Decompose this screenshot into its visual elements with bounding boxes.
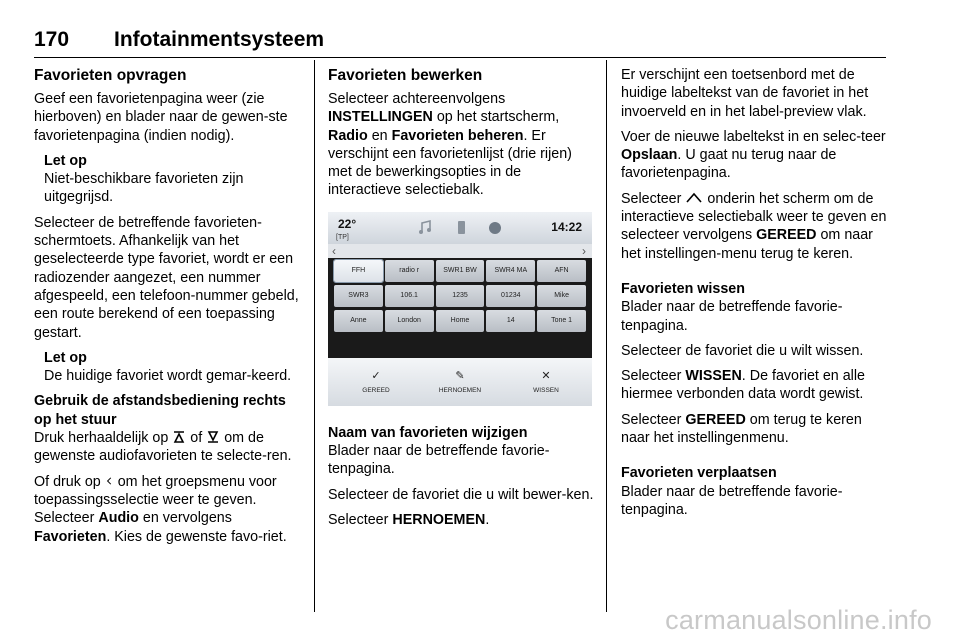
text-bold: INSTELLINGEN [328, 109, 433, 126]
rename-label: HERNOEMEN [438, 386, 482, 394]
paragraph [34, 473, 300, 546]
nav-right-icon[interactable]: › [582, 243, 586, 258]
rename-button[interactable] [430, 370, 490, 400]
note-text: De huidige favoriet wordt gemar-keerd. [44, 368, 292, 385]
header-rule [34, 57, 886, 58]
text-bold: Radio [328, 127, 368, 144]
text: en [371, 127, 388, 144]
text: . Kies de gewenste favo-riet. [106, 528, 287, 545]
done-label: GEREED [362, 386, 390, 394]
chevron-left-icon [105, 474, 114, 488]
status-bar [328, 212, 592, 244]
pencil-icon: ✎ [455, 369, 465, 382]
favorite-button[interactable]: 106.1 [385, 285, 434, 307]
text-bold: WISSEN [685, 368, 742, 385]
note-label: Let op [44, 349, 87, 366]
paragraph: Geef een favorietenpagina weer (zie hierboven) en blader naar de gewen-ste favorietenpagina (indien nodig). [34, 91, 288, 144]
paragraph [621, 411, 887, 448]
favorite-button[interactable]: Tone 1 [537, 310, 586, 332]
note [44, 152, 300, 207]
phone-icon [450, 219, 472, 237]
temperature: 22° [338, 216, 357, 231]
favorite-button[interactable]: Mike [537, 285, 586, 307]
text: . U gaat nu terug naar de favorietenpagina. [621, 147, 837, 182]
paragraph: Blader naar de betreffende favorie-tenpagina. [328, 443, 550, 478]
selection-bar [328, 358, 592, 406]
done-button[interactable] [346, 370, 406, 400]
heading-favorieten-wissen: Favorieten wissen [621, 280, 745, 297]
clock: 14:22 [551, 219, 582, 234]
delete-label: WISSEN [533, 386, 559, 394]
close-icon: ✕ [541, 369, 551, 382]
paragraph: Selecteer de favoriet die u wilt bewer-ken. [328, 486, 594, 503]
text-bold: Favorieten beheren [391, 127, 524, 144]
text: of [190, 430, 203, 447]
favorites-row [334, 260, 586, 282]
column-2 [328, 66, 594, 536]
paragraph [328, 90, 594, 200]
favorite-button[interactable]: 01234 [486, 285, 535, 307]
column-3 [621, 66, 887, 526]
heading-favorieten-verplaatsen: Favorieten verplaatsen [621, 465, 777, 482]
paragraph: Selecteer de betreffende favorieten-schermtoets. Afhankelijk van het geselecteerde type favoriet, wordt er een radiozender aangezet, een nummer afgespeeld, een telefoon-nummer gebeld, een route berekend of een toepassing gestart. [34, 214, 299, 341]
paragraph [621, 190, 887, 263]
favorites-row [334, 310, 586, 332]
watermark: carmanualsonline.info [665, 605, 932, 635]
favorites-grid [334, 260, 586, 335]
page-title: Infotainmentsysteem [114, 28, 325, 51]
text: Selecteer [621, 411, 682, 428]
text: en vervolgens [142, 510, 232, 527]
favorite-button[interactable]: radio r [385, 260, 434, 282]
favorite-button[interactable]: London [385, 310, 434, 332]
music-icon [414, 219, 436, 237]
note-label: Let op [44, 152, 87, 169]
paragraph: Blader naar de betreffende favorie-tenpagina. [621, 299, 843, 334]
heading-favorieten-opvragen: Favorieten opvragen [34, 67, 187, 84]
text: Of druk op [34, 473, 101, 490]
favorite-button[interactable]: 1235 [436, 285, 485, 307]
text: . Er verschijnt een favorietenlijst (drie rijen) met de bewerkingsopties in de interactieve selectiebalk. [328, 127, 572, 199]
heading-remote: Gebruik de afstandsbediening rechts op het stuur [34, 393, 286, 428]
favorite-button[interactable]: 14 [486, 310, 535, 332]
text: Selecteer [328, 511, 389, 528]
paragraph: Er verschijnt een toetsenbord met de huidige labeltekst van de favoriet in het invoerveld en in het label-preview vlak. [621, 67, 869, 120]
text-bold: HERNOEMEN [392, 511, 486, 528]
text-bold: GEREED [685, 411, 746, 428]
text: om terug te keren naar het instellingenmenu. [621, 411, 862, 447]
up-favorite-icon [172, 430, 186, 444]
text: Druk herhaaldelijk op [34, 430, 169, 447]
paragraph [621, 128, 887, 183]
page-number: 170 [34, 28, 70, 51]
delete-button[interactable] [516, 370, 576, 400]
favorite-button[interactable]: FFH [334, 260, 383, 282]
text-bold: Favorieten [34, 528, 107, 545]
text: Selecteer [621, 190, 682, 207]
paragraph [328, 511, 594, 529]
text: op het startscherm, [436, 109, 560, 126]
tp-indicator: [TP] [336, 233, 349, 241]
text: . De favoriet en alle hiermee verbonden data wordt gewist. [621, 368, 865, 403]
favorite-button[interactable]: SWR1 BW [436, 260, 485, 282]
text-bold: Opslaan [621, 147, 678, 164]
text-bold: Audio [98, 510, 139, 527]
text: om de gewenste audiofavorieten te selecte-ren. [34, 430, 292, 465]
paragraph [621, 367, 887, 404]
text: om naar het instellingen-menu terug te keren. [621, 227, 873, 262]
check-icon: ✓ [371, 369, 381, 382]
down-favorite-icon [206, 430, 220, 444]
favorite-button[interactable]: SWR3 [334, 285, 383, 307]
page-header [34, 28, 886, 54]
paragraph: Blader naar de betreffende favorie-tenpagina. [621, 483, 843, 518]
text: Selecteer achtereenvolgens [328, 91, 506, 107]
text: . [485, 511, 490, 528]
nav-left-icon[interactable]: ‹ [332, 243, 336, 258]
text: Selecteer [621, 368, 682, 385]
heading-naam-wijzigen: Naam van favorieten wijzigen [328, 424, 528, 441]
text: onderin het scherm om de interactieve selectiebalk weer te geven en selecteer vervolgens [621, 190, 887, 244]
note-text: Niet-beschikbare favorieten zijn uitgegrijsd. [44, 171, 244, 206]
favorites-row [334, 285, 586, 307]
infotainment-screenshot [328, 212, 592, 406]
app-icon [484, 219, 506, 237]
column-divider-2 [606, 60, 607, 612]
chevron-up-icon [685, 191, 703, 205]
heading-favorieten-bewerken: Favorieten bewerken [328, 67, 483, 84]
column-1 [34, 66, 300, 553]
favorite-button[interactable]: Home [436, 310, 485, 332]
text: om het groepsmenu voor toepassingsselectie weer te geven. Selecteer [34, 473, 277, 527]
column-divider-1 [314, 60, 315, 612]
favorite-button[interactable]: AFN [537, 260, 586, 282]
paragraph [34, 429, 300, 466]
note [44, 349, 300, 386]
favorite-button[interactable]: SWR4 MA [486, 260, 535, 282]
favorite-button[interactable]: Anne [334, 310, 383, 332]
text-bold: GEREED [756, 227, 817, 244]
paragraph: Selecteer de favoriet die u wilt wissen. [621, 342, 864, 359]
text: Voer de nieuwe labeltekst in en selec-teer [621, 128, 886, 145]
page-nav-bar [328, 244, 592, 258]
